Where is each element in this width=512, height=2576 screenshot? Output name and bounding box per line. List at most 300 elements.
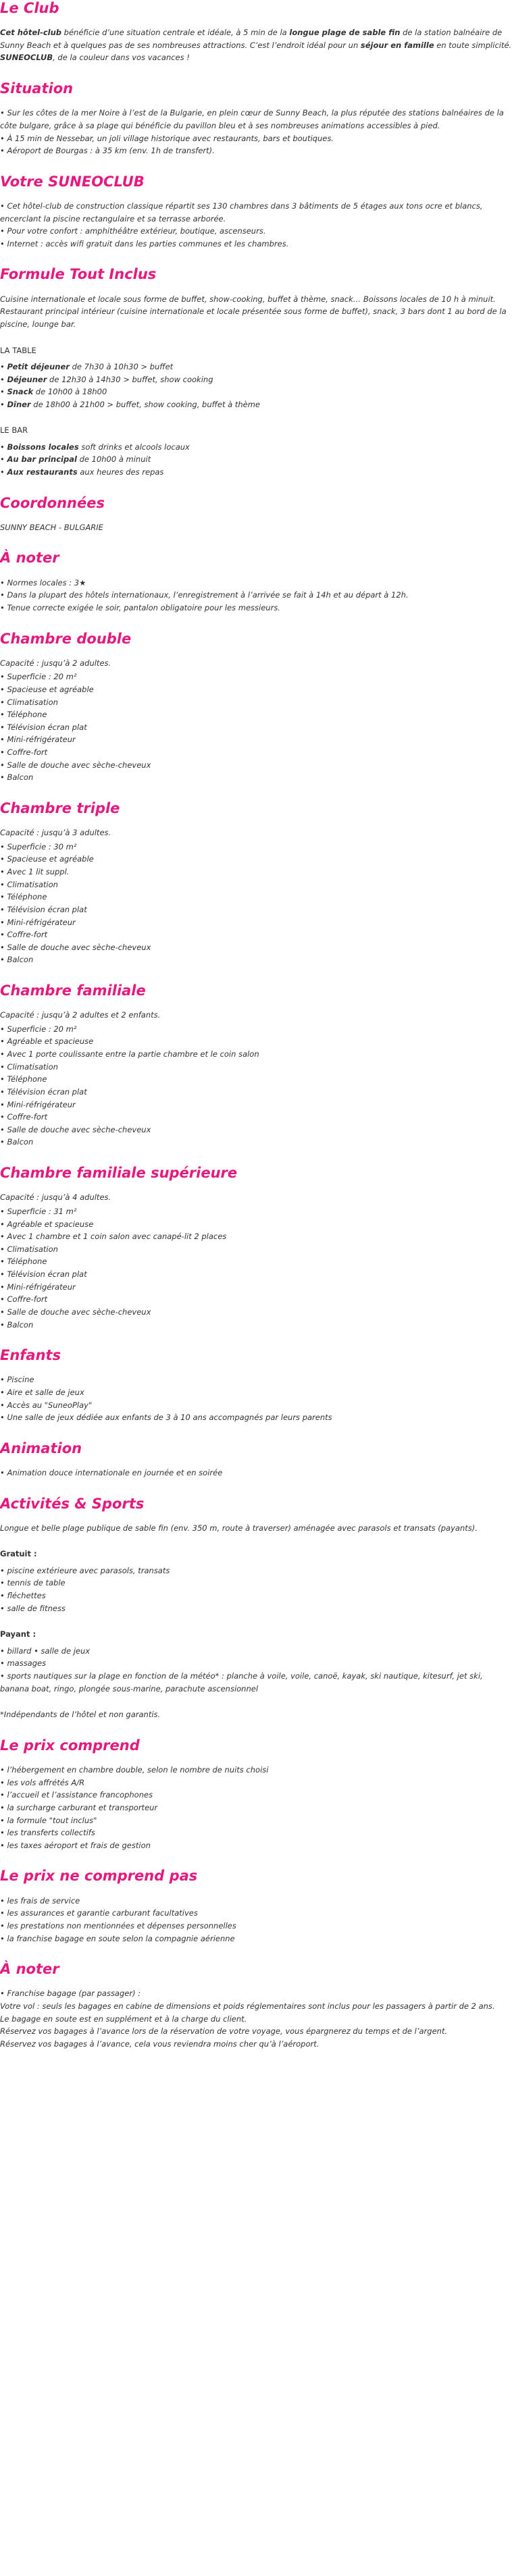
list-item-text: Dans la plupart des hôtels internationaux, l’enregistrement à l’arrivée se fait à 14h et au départ à 12h. — [7, 590, 409, 600]
bullet-glyph: • — [0, 735, 7, 745]
list-item-text: les taxes aéroport et frais de gestion — [7, 1840, 151, 1850]
bullet-glyph: • — [0, 108, 7, 118]
bullet-glyph: • — [0, 1802, 7, 1812]
list-item-text: Superficie : 20 m² — [7, 1024, 77, 1034]
bullet-glyph: • — [0, 1244, 7, 1254]
room-features — [0, 1023, 512, 1149]
list-item-text: Normes locales : 3★ — [7, 577, 86, 587]
section-a-noter-2 — [0, 1961, 512, 2050]
list-item-text: l’hébergement en chambre double, selon le nombre de nuits choisi — [7, 1765, 269, 1775]
list-item — [0, 1086, 512, 1099]
list-item-text: Salle de douche avec sèche-cheveux — [7, 942, 151, 952]
list-item — [0, 891, 512, 903]
list-item-text: Aire et salle de jeux — [7, 1387, 84, 1397]
list-item — [0, 144, 512, 157]
list-item-text: Téléphone — [7, 1074, 47, 1084]
bullet-glyph: • — [0, 1024, 7, 1034]
bullet-glyph: • — [0, 399, 7, 409]
bullet-glyph: • — [0, 374, 7, 384]
list-item-text: À 15 min de Nessebar, un joli village historique avec restaurants, bars et boutiques. — [7, 133, 334, 143]
list-item-text: Coffre-fort — [7, 930, 48, 940]
activites-note: *Indépendants de l’hôtel et non garantis. — [0, 1710, 161, 1720]
bullet-glyph: • — [0, 1840, 7, 1850]
section-title: Situation — [0, 80, 74, 97]
list-item-text: Sur les côtes de la mer Noire à l’est de la Bulgarie, en plein cœur de Sunny Beach, la plus réputée des stations balnéaires de la côte bulgare, grâce à sa plage qui bénéficie du pavillon bleu et à ses nombreuses animations accessibles à pied. — [0, 108, 504, 130]
section-chambre-triple — [0, 800, 512, 966]
list-item-text: Pour votre confort : amphithéâtre extérieur, boutique, ascenseurs. — [7, 226, 266, 236]
list-item-text: Climatisation — [7, 1061, 58, 1072]
list-item-text: Climatisation — [7, 879, 58, 889]
bullet-glyph: • — [0, 697, 7, 707]
list-item-text: Franchise bagage (par passager) : — [7, 1989, 141, 1999]
list-item — [0, 1577, 512, 1589]
list-item — [0, 1023, 512, 1036]
bullet-glyph: • — [0, 1565, 7, 1575]
list-item — [0, 1073, 512, 1086]
bar-list — [0, 441, 512, 479]
section-suneoclub — [0, 174, 512, 251]
section-activites — [0, 1496, 512, 1721]
bullet-glyph: • — [0, 1895, 7, 1905]
list-item — [0, 1826, 512, 1839]
prix-comprend-list — [0, 1764, 512, 1851]
room-features — [0, 1205, 512, 1331]
list-item-text: Salle de douche avec sèche-cheveux — [7, 760, 151, 770]
list-item-strong: Dîner — [7, 399, 31, 409]
list-item — [0, 1218, 512, 1231]
bullet-glyph: • — [0, 226, 7, 236]
list-item — [0, 373, 512, 386]
situation-list — [0, 107, 512, 157]
list-item-text: sports nautiques sur la plage en fonction de la météo* : planche à voile, voile, canoë, kayak, ski nautique, kitesurf, jet ski, banana boat, ringo, plongée sous-marine, parachute ascensionnel — [0, 1671, 483, 1693]
list-item-text: soft drinks et alcools locaux — [78, 442, 190, 452]
list-item-text: Tenue correcte exigée le soir, pantalon obligatoire pour les messieurs. — [7, 602, 280, 612]
list-item — [0, 238, 512, 251]
list-item-strong: Petit déjeuner — [7, 361, 70, 371]
list-item-text: Superficie : 30 m² — [7, 841, 77, 851]
list-item-text: Agréable et spacieuse — [7, 1036, 94, 1047]
bullet-glyph: • — [0, 577, 7, 587]
list-item — [0, 1124, 512, 1136]
bullet-glyph: • — [0, 590, 7, 600]
list-item-text: la formule "tout inclus" — [7, 1815, 97, 1825]
list-item — [0, 577, 512, 589]
table-list — [0, 361, 512, 411]
bullet-glyph: • — [0, 1591, 7, 1601]
list-item — [0, 853, 512, 866]
list-item — [0, 589, 512, 602]
bullet-glyph: • — [0, 1413, 7, 1423]
list-item — [0, 466, 512, 479]
list-item-text: Accès au "SuneoPlay" — [7, 1400, 93, 1410]
list-item-text: Avec 1 chambre et 1 coin salon avec canapé-lit 2 places — [7, 1232, 227, 1242]
bullet-glyph: • — [0, 387, 7, 397]
list-item — [0, 1920, 512, 1933]
list-item — [0, 1802, 512, 1814]
bullet-glyph: • — [0, 1578, 7, 1588]
list-item-text: les frais de service — [7, 1895, 80, 1905]
club-intro-strong: Cet hôtel-club — [0, 28, 62, 38]
list-item-text: Avec 1 lit suppl. — [7, 867, 70, 877]
bullet-glyph: • — [0, 930, 7, 940]
bullet-glyph: • — [0, 1282, 7, 1292]
list-item-text: Cet hôtel-club de construction classique répartit ses 130 chambres dans 3 bâtiments de 5 étages aux tons ocre et blancs, encerclant la piscine rectangulaire et sa terrasse arborée. — [0, 201, 483, 224]
note-line: Réservez vos bagages à l’avance lors de la réservation de votre voyage, vous épargnerez du temps et de l’argent. — [0, 2026, 448, 2036]
bullet-glyph: • — [0, 760, 7, 770]
list-item-text: Coffre-fort — [7, 747, 48, 758]
list-item — [0, 683, 512, 696]
room-capacity: Capacité : jusqu’à 4 adultes. — [0, 1192, 111, 1203]
bullet-glyph: • — [0, 892, 7, 902]
section-title: Activités & Sports — [0, 1495, 145, 1512]
section-title: À noter — [0, 1961, 59, 1978]
list-item — [0, 1411, 512, 1424]
list-item — [0, 398, 512, 411]
bullet-glyph: • — [0, 238, 7, 248]
bullet-glyph: • — [0, 1815, 7, 1825]
list-item — [0, 1230, 512, 1243]
section-coordonnees — [0, 495, 512, 534]
list-item — [0, 916, 512, 929]
section-prix-ne-comprend — [0, 1868, 512, 1945]
list-item-text: Spacieuse et agréable — [7, 854, 94, 864]
list-item — [0, 1789, 512, 1802]
bullet-glyph: • — [0, 1307, 7, 1317]
enfants-list — [0, 1373, 512, 1424]
bullet-glyph: • — [0, 1206, 7, 1216]
list-item — [0, 1319, 512, 1332]
list-item — [0, 953, 512, 966]
list-item — [0, 1589, 512, 1602]
list-item-text: Superficie : 20 m² — [7, 672, 77, 682]
list-item — [0, 361, 512, 373]
list-item-text: Téléphone — [7, 892, 47, 902]
list-item — [0, 1895, 512, 1908]
list-item-text: Balcon — [7, 1319, 34, 1330]
bullet-glyph: • — [0, 1074, 7, 1084]
note-line: Le bagage en soute est en supplément et à la charge du client. — [0, 2014, 247, 2024]
bullet-glyph: • — [0, 747, 7, 758]
section-title: Le Club — [0, 0, 59, 16]
list-item-text: Mini-réfrigérateur — [7, 735, 76, 745]
list-item — [0, 225, 512, 238]
list-item — [0, 1645, 512, 1658]
list-item — [0, 866, 512, 878]
list-item-strong: Snack — [7, 387, 34, 397]
list-item-text: fléchettes — [7, 1591, 46, 1601]
gratuit-label: Gratuit : — [0, 1549, 37, 1559]
room-capacity: Capacité : jusqu’à 2 adultes et 2 enfants. — [0, 1010, 161, 1020]
bullet-glyph: • — [0, 1219, 7, 1229]
bullet-glyph: • — [0, 1086, 7, 1097]
bullet-glyph: • — [0, 1124, 7, 1134]
section-le-club — [0, 0, 512, 64]
list-item — [0, 1907, 512, 1920]
list-item-text: Télévision écran plat — [7, 722, 87, 732]
bullet-glyph: • — [0, 1933, 7, 1943]
list-item — [0, 1386, 512, 1399]
list-item-text: de 10h00 à minuit — [76, 454, 151, 465]
list-item-text: Aéroport de Bourgas : à 35 km (env. 1h de transfert). — [7, 146, 215, 156]
bullet-glyph: • — [0, 1400, 7, 1410]
bullet-glyph: • — [0, 1603, 7, 1613]
section-a-noter — [0, 550, 512, 614]
baggage-notes — [0, 2000, 512, 2051]
bullet-glyph: • — [0, 672, 7, 682]
bullet-glyph: • — [0, 1671, 7, 1681]
bullet-glyph: • — [0, 467, 7, 477]
list-item — [0, 771, 512, 784]
list-item — [0, 1035, 512, 1048]
bullet-glyph: • — [0, 879, 7, 889]
section-title: Coordonnées — [0, 494, 105, 511]
bullet-glyph: • — [0, 942, 7, 952]
list-item — [0, 386, 512, 398]
bullet-glyph: • — [0, 1099, 7, 1109]
list-item-strong: Aux restaurants — [7, 467, 78, 477]
list-item-text: Coffre-fort — [7, 1112, 48, 1122]
list-item-text: tennis de table — [7, 1578, 66, 1588]
bullet-glyph: • — [0, 1790, 7, 1800]
list-item — [0, 1814, 512, 1827]
list-item-text: Piscine — [7, 1375, 34, 1385]
list-item — [0, 132, 512, 145]
list-item-text: la surcharge carburant et transporteur — [7, 1802, 158, 1812]
list-item — [0, 1565, 512, 1577]
list-item — [0, 1099, 512, 1111]
room-features — [0, 671, 512, 784]
formule-intro: Cuisine internationale et locale sous forme de buffet, show-cooking, buffet à thème, snack… Boissons locales de 10 h à minuit. Restaurant principal intérieur (cuisine internationale et locale présentée sous forme de buffet), snack, 3 bars dont 1 au bord de la piscine, lounge bar. — [0, 294, 507, 329]
section-prix-comprend — [0, 1737, 512, 1852]
list-item — [0, 602, 512, 614]
club-intro-text: en toute simplicité. — [434, 40, 512, 50]
table-label: LA TABLE — [0, 345, 36, 355]
list-item-text: l’accueil et l’assistance francophones — [7, 1790, 153, 1800]
list-item — [0, 1268, 512, 1281]
list-item-text: Téléphone — [7, 1257, 47, 1267]
bullet-glyph: • — [0, 1920, 7, 1930]
section-chambre-fam-sup — [0, 1165, 512, 1331]
list-item — [0, 1670, 512, 1695]
bullet-glyph: • — [0, 1777, 7, 1787]
section-title: À noter — [0, 550, 59, 567]
list-item-text: billard • salle de jeux — [7, 1646, 91, 1656]
list-item-text: Animation douce internationale en journée et en soirée — [7, 1468, 223, 1478]
payant-label: Payant : — [0, 1629, 36, 1639]
section-formule — [0, 266, 512, 478]
club-intro-text: , de la couleur dans vos vacances ! — [53, 53, 190, 63]
bullet-glyph: • — [0, 133, 7, 143]
list-item-text: Climatisation — [7, 1244, 58, 1254]
list-item-text: les prestations non mentionnées et dépenses personnelles — [7, 1920, 236, 1930]
list-item — [0, 1839, 512, 1852]
list-item-text: Balcon — [7, 772, 34, 783]
bullet-glyph: • — [0, 917, 7, 927]
list-item — [0, 1255, 512, 1268]
list-item — [0, 1657, 512, 1670]
section-title: Le prix ne comprend pas — [0, 1868, 198, 1885]
section-situation — [0, 80, 512, 157]
gratuit-list — [0, 1565, 512, 1615]
list-item-text: Internet : accès wifi gratuit dans les parties communes et les chambres. — [7, 238, 289, 248]
bullet-glyph: • — [0, 722, 7, 732]
bullet-glyph: • — [0, 1908, 7, 1918]
list-item-text: Mini-réfrigérateur — [7, 1099, 76, 1109]
list-item-text: les assurances et garantie carburant facultatives — [7, 1908, 198, 1918]
bullet-glyph: • — [0, 854, 7, 864]
list-item — [0, 1373, 512, 1386]
bullet-glyph: • — [0, 1989, 7, 1999]
list-item — [0, 1399, 512, 1412]
bullet-glyph: • — [0, 1061, 7, 1072]
section-animation — [0, 1440, 512, 1479]
club-intro-strong: séjour en famille — [360, 40, 434, 50]
bullet-glyph: • — [0, 1036, 7, 1047]
list-item-text: Salle de douche avec sèche-cheveux — [7, 1307, 151, 1317]
list-item-text: Avec 1 porte coulissante entre la partie chambre et le coin salon — [7, 1049, 259, 1059]
list-item — [0, 759, 512, 772]
list-item-text: massages — [7, 1658, 47, 1668]
section-chambre-double — [0, 631, 512, 784]
list-item-strong: Déjeuner — [7, 374, 47, 384]
section-title: Chambre familiale — [0, 982, 146, 999]
bullet-glyph: • — [0, 904, 7, 914]
club-intro-text: bénéficie d’une situation centrale et idéale, à 5 min de la — [61, 28, 290, 38]
list-item-text: Salle de douche avec sèche-cheveux — [7, 1124, 151, 1134]
bullet-glyph: • — [0, 1257, 7, 1267]
note-line: Votre vol : seuls les bagages en cabine de dimensions et poids réglementaires sont inclus pour les passagers à partir de 2 ans. — [0, 2001, 495, 2011]
location-text: SUNNY BEACH - BULGARIE — [0, 522, 103, 532]
bullet-glyph: • — [0, 201, 7, 211]
list-item — [0, 453, 512, 466]
list-item — [0, 107, 512, 132]
section-title: Le prix comprend — [0, 1737, 140, 1754]
section-chambre-familiale — [0, 982, 512, 1149]
list-item-text: de 12h30 à 14h30 > buffet, show cooking — [47, 374, 213, 384]
bullet-glyph: • — [0, 710, 7, 720]
activites-intro: Longue et belle plage publique de sable fin (env. 350 m, route à traverser) aménagée avec parasols et transats (payants). — [0, 1523, 478, 1533]
list-item — [0, 1293, 512, 1306]
section-title: Chambre familiale supérieure — [0, 1165, 238, 1182]
bullet-glyph: • — [0, 841, 7, 851]
list-item — [0, 1777, 512, 1789]
list-item — [0, 1048, 512, 1061]
payant-list — [0, 1645, 512, 1696]
list-item — [0, 1602, 512, 1615]
room-features — [0, 841, 512, 966]
list-item-text: Mini-réfrigérateur — [7, 1282, 76, 1292]
list-item-text: de 7h30 à 10h30 > buffet — [69, 361, 174, 371]
bullet-glyph: • — [0, 361, 7, 371]
list-item-text: Agréable et spacieuse — [7, 1219, 94, 1229]
animation-list — [0, 1467, 512, 1479]
list-item-text: Coffre-fort — [7, 1294, 48, 1305]
list-item — [0, 1306, 512, 1319]
list-item-text: les vols affrétés A/R — [7, 1777, 85, 1787]
list-item-strong: Boissons locales — [7, 442, 79, 452]
list-item — [0, 733, 512, 746]
bullet-glyph: • — [0, 1658, 7, 1668]
list-item-text: Balcon — [7, 955, 34, 965]
list-item — [0, 671, 512, 683]
bullet-glyph: • — [0, 442, 7, 452]
bullet-glyph: • — [0, 1765, 7, 1775]
section-title: Formule Tout Inclus — [0, 266, 157, 283]
section-title: Animation — [0, 1440, 82, 1456]
bullet-glyph: • — [0, 146, 7, 156]
list-item-text: Téléphone — [7, 710, 47, 720]
list-item — [0, 746, 512, 759]
bullet-glyph: • — [0, 1049, 7, 1059]
list-item-text: Climatisation — [7, 697, 58, 707]
bullet-glyph: • — [0, 1375, 7, 1385]
list-item-text: Télévision écran plat — [7, 1086, 87, 1097]
list-item — [0, 1281, 512, 1294]
list-item-text: Une salle de jeux dédiée aux enfants de 3 à 10 ans accompagnés par leurs parents — [7, 1413, 332, 1423]
bullet-glyph: • — [0, 1137, 7, 1147]
list-item-text: Spacieuse et agréable — [7, 684, 94, 694]
list-item-text: Mini-réfrigérateur — [7, 917, 76, 927]
list-item-text: de 10h00 à 18h00 — [33, 387, 107, 397]
list-item-text: salle de fitness — [7, 1603, 66, 1613]
bullet-glyph: • — [0, 772, 7, 783]
list-item-text: la franchise bagage en soute selon la compagnie aérienne — [7, 1933, 235, 1943]
list-item — [0, 200, 512, 225]
suneoclub-list — [0, 200, 512, 251]
list-item-text: les transferts collectifs — [7, 1828, 95, 1838]
bullet-glyph: • — [0, 1319, 7, 1330]
list-item — [0, 1061, 512, 1074]
list-item — [0, 708, 512, 721]
list-item — [0, 696, 512, 709]
list-item-text: piscine extérieure avec parasols, transats — [7, 1565, 170, 1575]
list-item — [0, 841, 512, 853]
club-intro — [0, 26, 512, 64]
club-intro-strong: SUNEOCLUB — [0, 53, 53, 63]
list-item-text: Balcon — [7, 1137, 34, 1147]
list-item-text: Superficie : 31 m² — [7, 1206, 77, 1216]
bullet-glyph: • — [0, 1294, 7, 1305]
bullet-glyph: • — [0, 1468, 7, 1478]
bullet-glyph: • — [0, 602, 7, 612]
section-title: Chambre double — [0, 630, 132, 647]
bullet-glyph: • — [0, 1269, 7, 1280]
club-intro-text: de la station balnéaire de Sunny Beach et à quelques pas de ses nombreuses attractions. C’est l’endroit idéal pour un — [0, 28, 503, 50]
bullet-glyph: • — [0, 1387, 7, 1397]
list-item-strong: Au bar principal — [7, 454, 77, 465]
bar-label: LE BAR — [0, 425, 28, 436]
list-item-text: de 18h00 à 21h00 > buffet, show cooking, buffet à thème — [30, 399, 260, 409]
section-title: Votre SUNEOCLUB — [0, 173, 145, 190]
list-item — [0, 941, 512, 954]
section-title: Chambre triple — [0, 799, 120, 816]
bullet-glyph: • — [0, 1828, 7, 1838]
list-item-text: Télévision écran plat — [7, 1269, 87, 1280]
list-item — [0, 878, 512, 891]
room-capacity: Capacité : jusqu’à 3 adultes. — [0, 828, 111, 838]
list-item — [0, 1987, 512, 2000]
bullet-glyph: • — [0, 867, 7, 877]
section-title: Enfants — [0, 1347, 61, 1364]
bullet-glyph: • — [0, 1232, 7, 1242]
list-item — [0, 903, 512, 916]
list-item — [0, 1764, 512, 1777]
note-line: Réservez vos bagages à l’avance, cela vous reviendra moins cher qu’à l’aéroport. — [0, 2039, 319, 2049]
list-item — [0, 441, 512, 454]
bullet-glyph: • — [0, 1646, 7, 1656]
bullet-glyph: • — [0, 454, 7, 465]
list-item — [0, 1205, 512, 1218]
